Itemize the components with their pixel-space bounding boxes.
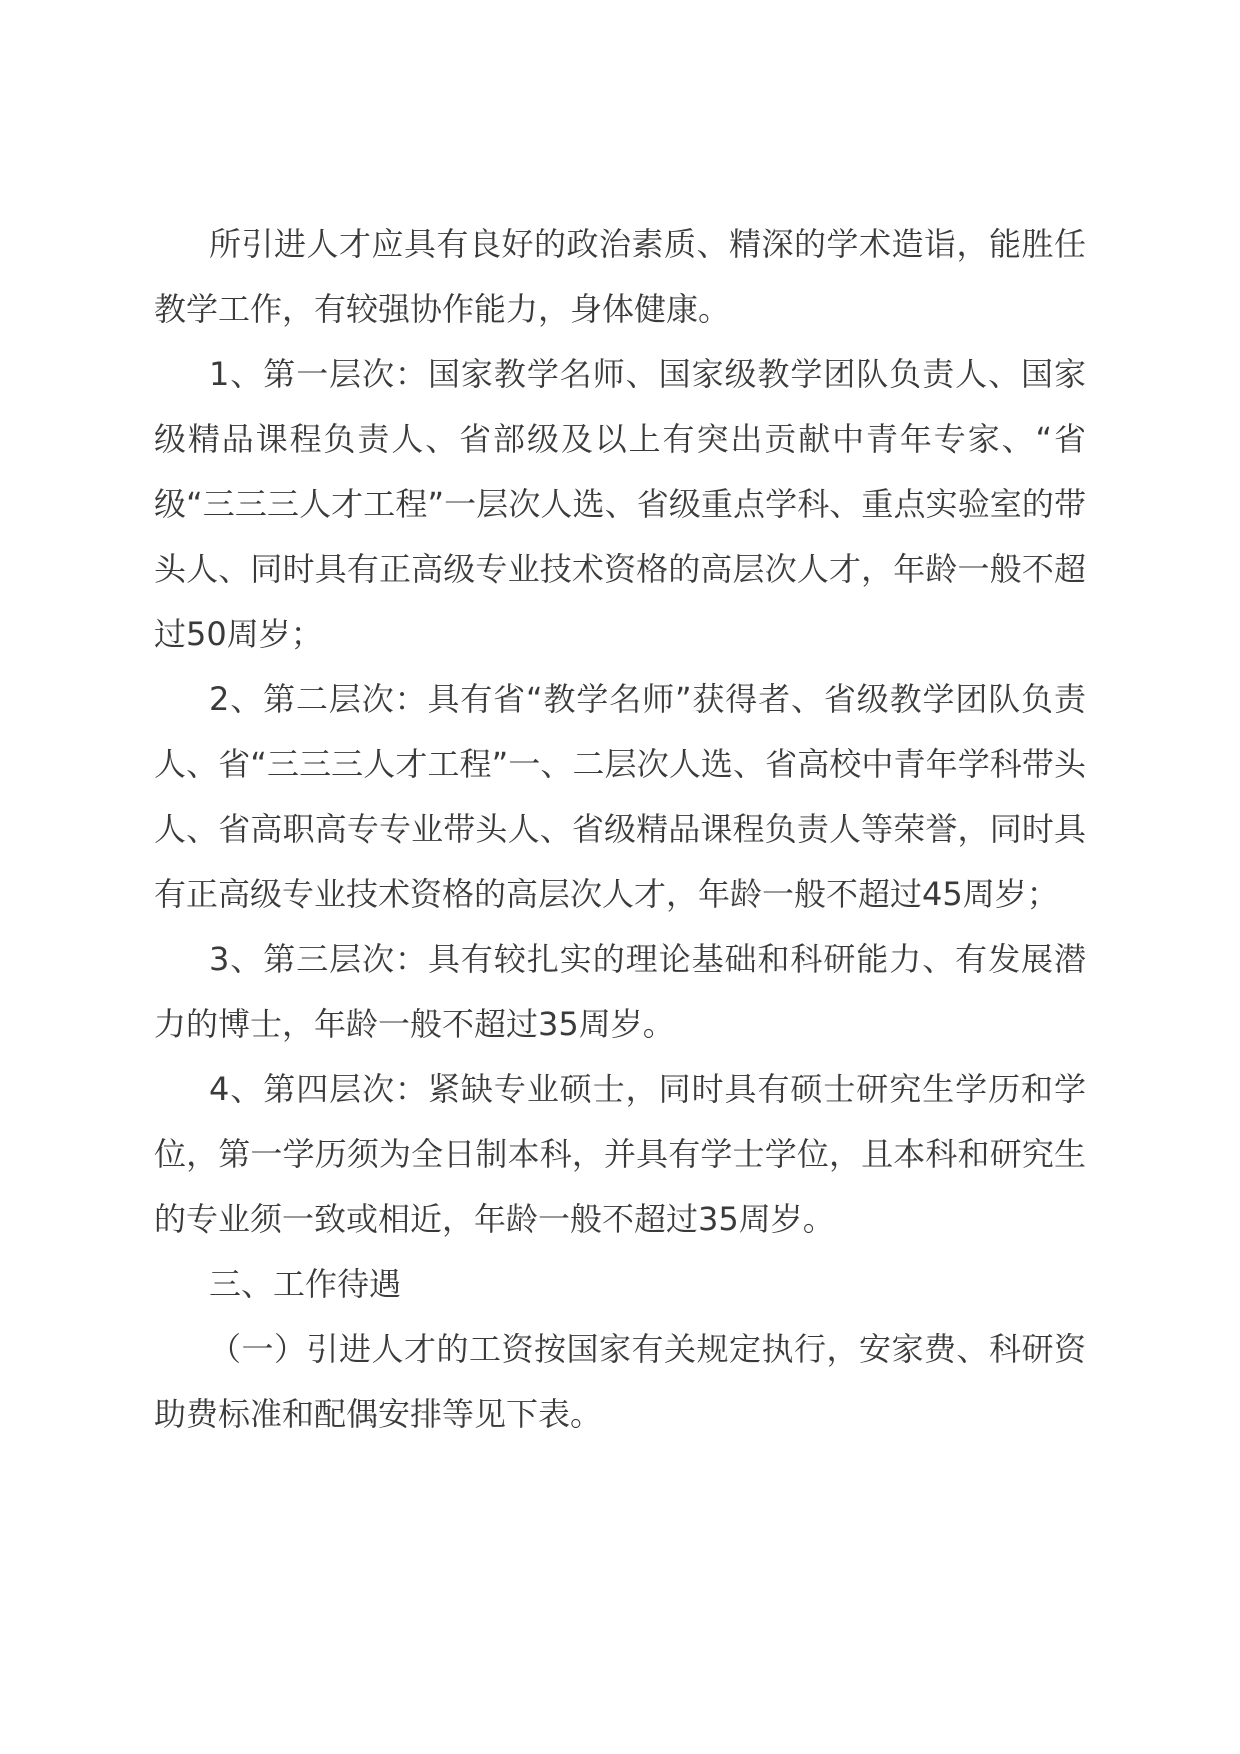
paragraph-level-three: 3、第三层次：具有较扎实的理论基础和科研能力、有发展潜力的博士，年龄一般不超过35周岁。	[154, 940, 1086, 1043]
section-heading-benefits: 三、工作待遇	[209, 1265, 402, 1303]
paragraph-talent-requirements: 所引进人才应具有良好的政治素质、精深的学术造诣，能胜任教学工作，有较强协作能力，身体健康。	[154, 225, 1086, 328]
paragraph-level-four: 4、第四层次：紧缺专业硕士，同时具有硕士研究生学历和学位，第一学历须为全日制本科，并具有学士学位，且本科和研究生的专业须一致或相近，年龄一般不超过35周岁。	[154, 1070, 1086, 1238]
document-body	[154, 212, 1086, 1447]
paragraph-salary: （一）引进人才的工资按国家有关规定执行，安家费、科研资助费标准和配偶安排等见下表。	[154, 1330, 1086, 1433]
paragraph-level-one: 1、第一层次：国家教学名师、国家级教学团队负责人、国家级精品课程负责人、省部级及以上有突出贡献中青年专家、“省级“三三三人才工程”一层次人选、省级重点学科、重点实验室的带头人、同时具有正高级专业技术资格的高层次人才，年龄一般不超过50周岁；	[154, 355, 1086, 653]
paragraph-level-two: 2、第二层次：具有省“教学名师”获得者、省级教学团队负责人、省“三三三人才工程”一、二层次人选、省高校中青年学科带头人、省高职高专专业带头人、省级精品课程负责人等荣誉，同时具有正高级专业技术资格的高层次人才，年龄一般不超过45周岁；	[154, 680, 1086, 913]
